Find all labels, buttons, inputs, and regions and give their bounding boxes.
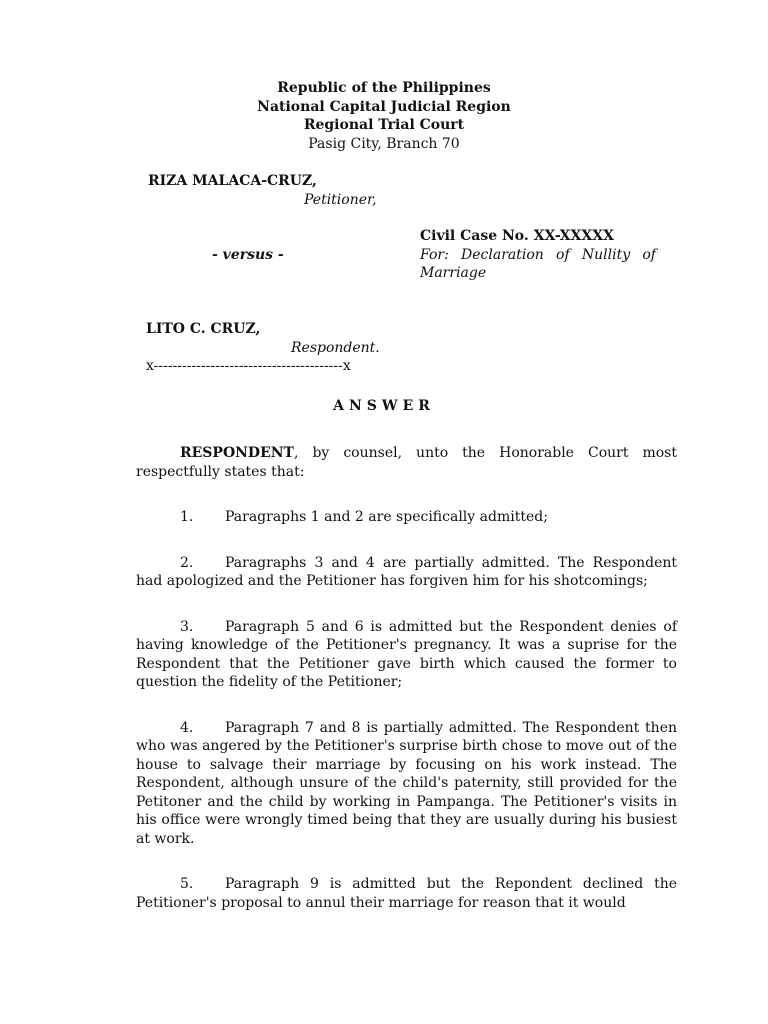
paragraph-number: 4. xyxy=(180,719,194,736)
paragraph-text: Paragraph 5 and 6 is admitted but the Respondent denies of having knowledge of the Petitioner's pregnancy. It was a suprise for the Respondent that the Petitioner gave birth which caused the former to question the fidelity of the Petitioner; xyxy=(136,618,677,690)
numbered-paragraph xyxy=(136,508,677,527)
numbered-paragraph xyxy=(136,875,677,912)
paragraph-number: 3. xyxy=(180,618,194,635)
case-number: Civil Case No. XX-XXXXX xyxy=(420,228,614,244)
document-body xyxy=(136,444,677,939)
petitioner-role: Petitioner, xyxy=(304,192,377,208)
paragraph-text: Paragraph 9 is admitted but the Repondent declined the Petitioner's proposal to annul their marriage for reason that it would xyxy=(136,876,677,911)
header-court: Regional Trial Court xyxy=(303,117,465,133)
paragraph-number: 5. xyxy=(180,876,194,892)
versus-label: - versus - xyxy=(212,247,284,263)
numbered-paragraph xyxy=(136,554,677,591)
intro-lead: RESPONDENT xyxy=(180,445,294,461)
intro-text: , by counsel, unto the Honorable Court most respectfully states that: xyxy=(136,445,677,480)
paragraph-number: 1. xyxy=(180,509,194,525)
numbered-paragraph xyxy=(136,719,677,849)
intro-paragraph xyxy=(136,444,677,481)
header-republic: Republic of the Philippines xyxy=(277,80,491,96)
paragraph-text: Paragraph 7 and 8 is partially admitted. The Respondent then who was angered by the Petitioner's surprise birth chose to move out of the house to salvage their marriage by focusing on his work instead. The Respondent, although unsure of the child's paternity, still provided for the Petitoner and the child by working in Pampanga. The Petitioner's visits in his office were wrongly timed being that they are usually during his busiest at work. xyxy=(136,719,677,847)
numbered-paragraph xyxy=(136,618,677,692)
respondent-name: LITO C. CRUZ, xyxy=(146,321,261,337)
petitioner-name: RIZA MALACA-CRUZ, xyxy=(148,173,317,189)
paragraph-text: Paragraphs 1 and 2 are specifically admitted; xyxy=(225,509,548,525)
caption-divider: x----------------------------------------x xyxy=(146,358,351,374)
header-branch: Pasig City, Branch 70 xyxy=(308,135,460,152)
respondent-role: Respondent. xyxy=(291,340,380,356)
case-block xyxy=(420,227,656,283)
document-title: ANSWER xyxy=(333,398,435,414)
header-region: National Capital Judicial Region xyxy=(257,98,511,115)
court-header xyxy=(0,79,768,153)
paragraph-number: 2. xyxy=(180,554,194,571)
paragraph-text: Paragraphs 3 and 4 are partially admitted. The Respondent had apologized and the Petitioner has forgiven him for his shotcomings; xyxy=(136,554,677,589)
case-subject: For: Declaration of Nullity of Marriage xyxy=(420,246,656,281)
